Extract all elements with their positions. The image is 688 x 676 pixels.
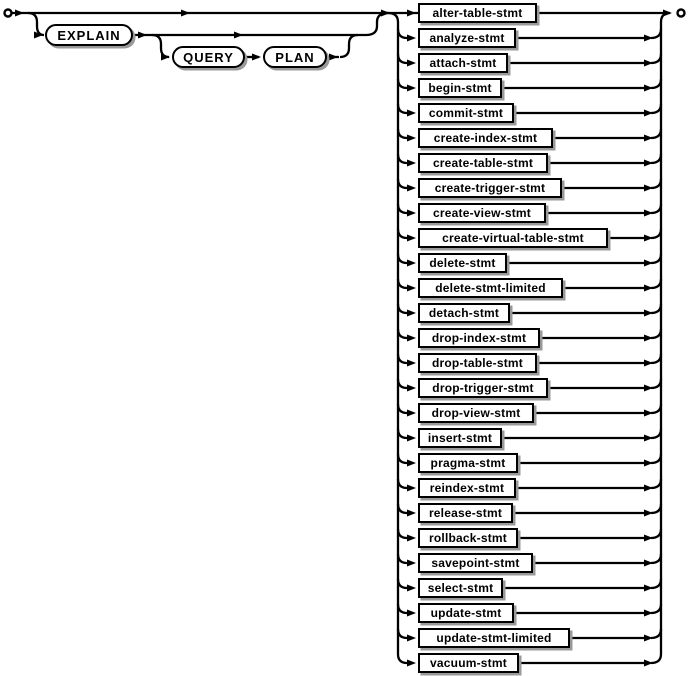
stmt-node-detach-stmt[interactable]: detach-stmt [418,303,510,323]
stmt-node-rollback-stmt[interactable]: rollback-stmt [418,528,518,548]
stmt-node-update-stmt[interactable]: update-stmt [418,603,514,623]
stmt-node-release-stmt[interactable]: release-stmt [418,503,513,523]
stmt-node-create-table-stmt[interactable]: create-table-stmt [418,153,548,173]
start-terminal-icon [5,10,12,17]
stmt-node-attach-stmt[interactable]: attach-stmt [418,53,508,73]
stmt-node-create-index-stmt[interactable]: create-index-stmt [418,128,553,148]
stmt-node-create-virtual-table-stmt[interactable]: create-virtual-table-stmt [418,228,608,248]
stmt-node-select-stmt[interactable]: select-stmt [418,578,503,598]
stmt-node-insert-stmt[interactable]: insert-stmt [418,428,502,448]
stmt-node-create-trigger-stmt[interactable]: create-trigger-stmt [418,178,562,198]
keyword-explain: EXPLAIN [45,24,133,46]
stmt-node-analyze-stmt[interactable]: analyze-stmt [418,28,516,48]
stmt-node-delete-stmt-limited[interactable]: delete-stmt-limited [418,278,563,298]
keyword-query: QUERY [172,46,245,68]
stmt-node-drop-table-stmt[interactable]: drop-table-stmt [418,353,537,373]
end-terminal-icon [678,10,685,17]
stmt-node-drop-trigger-stmt[interactable]: drop-trigger-stmt [418,378,548,398]
stmt-node-savepoint-stmt[interactable]: savepoint-stmt [418,553,533,573]
stmt-node-begin-stmt[interactable]: begin-stmt [418,78,502,98]
stmt-node-drop-index-stmt[interactable]: drop-index-stmt [418,328,540,348]
keyword-plan: PLAN [263,46,327,68]
stmt-node-create-view-stmt[interactable]: create-view-stmt [418,203,546,223]
stmt-node-alter-table-stmt[interactable]: alter-table-stmt [418,3,537,23]
stmt-node-vacuum-stmt[interactable]: vacuum-stmt [418,653,519,673]
stmt-node-update-stmt-limited[interactable]: update-stmt-limited [418,628,570,648]
stmt-node-drop-view-stmt[interactable]: drop-view-stmt [418,403,534,423]
stmt-node-reindex-stmt[interactable]: reindex-stmt [418,478,516,498]
stmt-node-pragma-stmt[interactable]: pragma-stmt [418,453,518,473]
stmt-node-delete-stmt[interactable]: delete-stmt [418,253,507,273]
stmt-node-commit-stmt[interactable]: commit-stmt [418,103,514,123]
